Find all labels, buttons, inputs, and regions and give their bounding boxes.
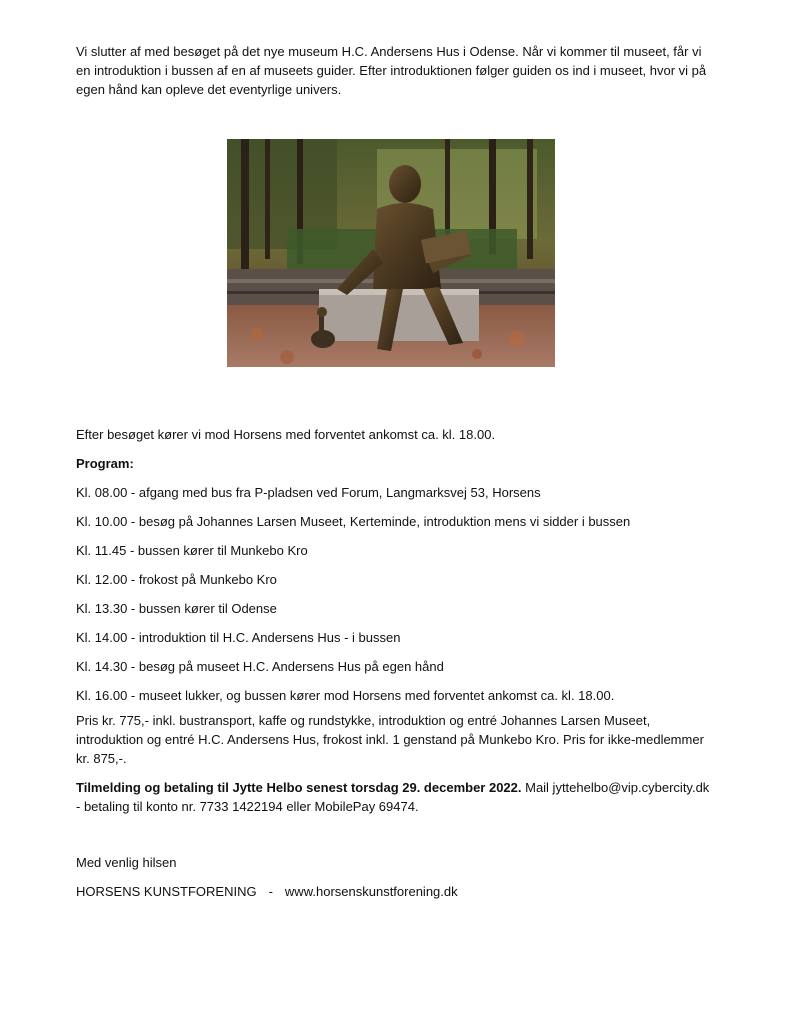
program-item: Kl. 14.30 - besøg på museet H.C. Andersens Hus på egen hånd [76, 659, 444, 674]
program-item: Kl. 11.45 - bussen kører til Munkebo Kro [76, 543, 308, 558]
price-paragraph: Pris kr. 775,- inkl. bustransport, kaffe og rundstykke, introduktion og entré Johannes Larsen Museet, introduktion og entré H.C. Andersens Hus, frokost inkl. 1 genstand på Munkebo Kro. Pris for ikke-medlemmer kr. 875,-. [76, 713, 704, 766]
signup-deadline: Tilmelding og betaling til Jytte Helbo senest torsdag 29. december 2022. [76, 780, 522, 795]
program-item: Kl. 10.00 - besøg på Johannes Larsen Museet, Kerteminde, introduktion mens vi sidder i bussen [76, 514, 631, 529]
signup-paragraph [76, 778, 716, 816]
program-item: Kl. 14.00 - introduktion til H.C. Andersens Hus - i bussen [76, 630, 401, 645]
closing-signature [76, 882, 716, 901]
program-item: Kl. 13.30 - bussen kører til Odense [76, 601, 277, 616]
program-item: Kl. 16.00 - museet lukker, og bussen kører mod Horsens med forventet ankomst ca. kl. 18.00. [76, 688, 615, 703]
program-list [76, 483, 736, 715]
signup-details: Mail jyttehelbo@vip.cybercity.dk - betaling til konto nr. 7733 1422194 eller MobilePay 69474. [76, 780, 710, 814]
website-link[interactable]: www.horsenskunstforening.dk [284, 884, 458, 899]
program-item: Kl. 08.00 - afgang med bus fra P-pladsen ved Forum, Langmarksvej 53, Horsens [76, 485, 541, 500]
organization-name: HORSENS KUNSTFORENING [76, 884, 257, 899]
statue-photo [227, 139, 555, 367]
intro-paragraph: Vi slutter af med besøget på det nye museum H.C. Andersens Hus i Odense. Når vi kommer til museet, får vi en introduktion i bussen af en af museets guider. Efter introduktionen følger guiden os ind i museet, hvor vi på egen hånd kan opleve det eventyrlige univers. [76, 44, 707, 97]
closing-regards: Med venlig hilsen [76, 855, 177, 870]
program-item: Kl. 12.00 - frokost på Munkebo Kro [76, 572, 277, 587]
signature-separator: - [268, 884, 273, 899]
program-heading: Program: [76, 456, 134, 471]
arrival-paragraph: Efter besøget kører vi mod Horsens med forventet ankomst ca. kl. 18.00. [76, 427, 496, 442]
